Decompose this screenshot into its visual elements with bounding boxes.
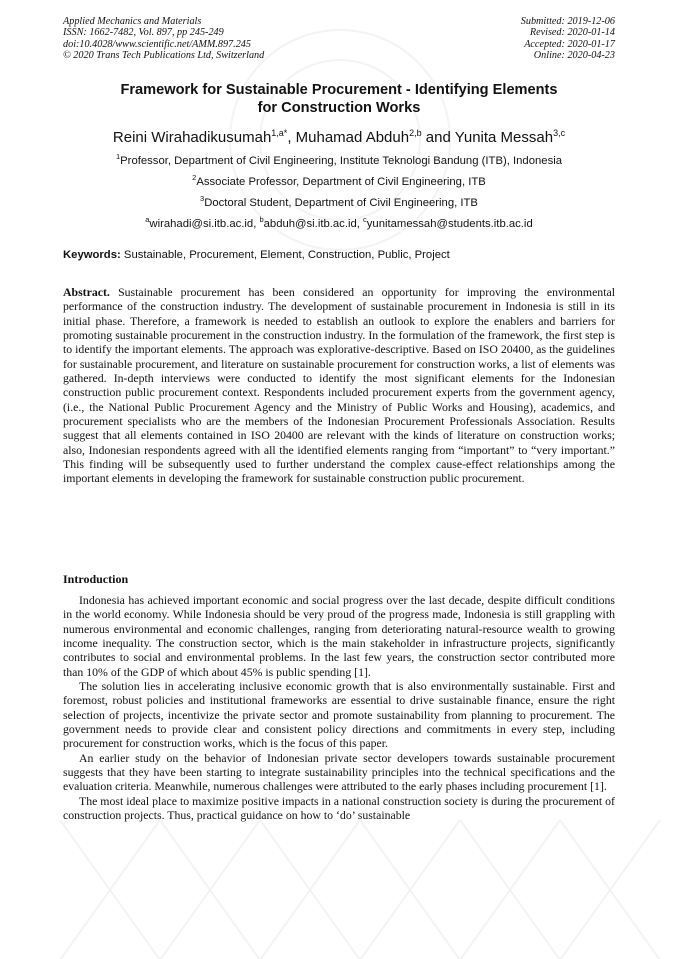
introduction-body: [63, 593, 615, 823]
author-separator: ,: [287, 129, 296, 146]
keywords-text: Sustainable, Procurement, Element, Construction, Public, Project: [120, 249, 450, 261]
author-2: Muhamad Abduh: [295, 129, 410, 146]
introduction-heading: Introduction: [63, 572, 129, 586]
affiliation-2-sup: 2: [192, 173, 197, 182]
author-1-sup: 1,a*: [271, 128, 288, 138]
author-3-sup: 3,c: [553, 128, 566, 138]
intro-paragraph: An earlier study on the behavior of Indonesian private sector developers towards sustainable procurement suggests that they have been starting to integrate sustainability principles into the technical specifications and the evaluation criteria. Meanwhile, numerous challenges were attributed to the early phases including procurement [1].: [63, 750, 615, 794]
title-line-1: Framework for Sustainable Procurement - Identifying Elements: [120, 82, 558, 98]
affiliation-3-sup: 3: [200, 194, 205, 203]
keywords: [63, 248, 615, 262]
header-right: [521, 16, 615, 62]
issn: ISSN: 1662-7482, Vol. 897, pp 245-249: [63, 27, 224, 39]
author-and: and: [421, 129, 455, 146]
paper-title: [63, 81, 615, 117]
accepted-date: Accepted: 2020-01-17: [524, 38, 615, 50]
author-list: [40, 123, 638, 148]
intro-paragraph: The most ideal place to maximize positive impacts in a national construction society is during the procurement of construction projects. Thus, practical guidance on how to ‘do’ sustainable: [63, 793, 615, 823]
author-2-sup: 2,b: [409, 128, 422, 138]
affiliation-2: [40, 171, 638, 189]
header-left: [63, 16, 264, 62]
abstract-text: Sustainable procurement has been considered an opportunity for improving the environmental performance of the construction industry. The development of sustainable procurement in Indonesia is still in its initial phase. Therefore, a framework is needed to establish an outlook to explore the enablers and barriers for promoting sustainable procurement in the construction industry. In the formulation of the framework, the first step is to identify the important elements. The approach was explorative-descriptive. Based on ISO 20400, as the guidelines for sustainable procurement, and literature on sustainable procurement for construction works, a list of elements was gathered. In-depth interviews were conducted to identify the most significant elements for the Indonesian construction public procurement context. Respondents included procurement experts from the government agency, (i.e., the National Public Procurement Agency and the Ministry of Public Works and Housing), academics, and procurement specialists who are the members of the Indonesian Procurement Professionals Association. Results suggest that all elements contained in ISO 20400 are relevant with the kinds of literature on construction works; also, Indonesian respondents agreed with all the identified elements ranging from “important” to “very important.” This finding will be subsequently used to further understand the complex cause-effect relationships among the important elements in developing the framework for sustainable construction public procurement.: [63, 285, 615, 486]
affiliation-1-sup: 1: [115, 152, 121, 161]
intro-paragraph: Indonesia has achieved important economic and social progress over the last decade, despite difficult conditions in the world economy. While Indonesia should be very proud of the progress made, Indonesia is still grappling with numerous environmental and economic challenges, ranging from deteriorating natural-resource wealth to growing income inequality. The construction sector, which is the main stakeholder in infrastructure projects, significantly contributes to social and environmental problems. In the last few years, the construction sector contributed more than 10% of the GDP of which about 45% is public spending [1].: [63, 593, 615, 679]
online-date: Online: 2020-04-23: [533, 50, 615, 62]
intro-paragraph: The solution lies in accelerating inclusive economic growth that is also environmentally sustainable. First and foremost, robust policies and institutional frameworks are essential to drive sustainable finance, ensure the right selection of projects, incentivize the private sector and promote sustainability from planning to procurement. The government needs to provide clear and consistent policy directions and commitments in every step, including procurement for construction works, which is the focus of this paper.: [63, 679, 615, 751]
revised-date: Revised: 2020-01-14: [529, 27, 615, 39]
email-a-sup: a: [145, 215, 150, 224]
email-list: [40, 213, 638, 231]
email-c[interactable]: yunitamessah@students.itb.ac.id: [366, 217, 533, 230]
author-3: Yunita Messah: [454, 129, 554, 146]
title-line-2: for Construction Works: [257, 100, 421, 116]
submitted-date: Submitted: 2019-12-06: [520, 16, 615, 27]
affiliation-3-text: Doctoral Student, Department of Civil Engineering, ITB: [204, 196, 478, 209]
email-b[interactable]: abduh@si.itb.ac.id,: [263, 217, 364, 230]
affiliation-3: [40, 192, 638, 210]
author-1: Reini Wirahadikusumah: [112, 129, 272, 146]
affiliation-1: [40, 150, 638, 168]
abstract: [63, 285, 615, 486]
affiliation-1-text: Professor, Department of Civil Engineering, Institute Teknologi Bandung (ITB), Indonesia: [120, 154, 563, 167]
email-b-sup: b: [259, 215, 264, 224]
abstract-label: Abstract.: [63, 285, 110, 299]
journal-header: [63, 16, 615, 62]
email-a[interactable]: wirahadi@si.itb.ac.id,: [149, 217, 260, 230]
doi: doi:10.4028/www.scientific.net/AMM.897.245: [63, 38, 251, 50]
journal-name: Applied Mechanics and Materials: [63, 16, 202, 27]
affiliation-2-text: Associate Professor, Department of Civil Engineering, ITB: [196, 175, 486, 188]
copyright: © 2020 Trans Tech Publications Ltd, Switzerland: [63, 50, 265, 62]
keywords-label: Keywords:: [63, 249, 121, 261]
email-c-sup: c: [363, 215, 367, 224]
